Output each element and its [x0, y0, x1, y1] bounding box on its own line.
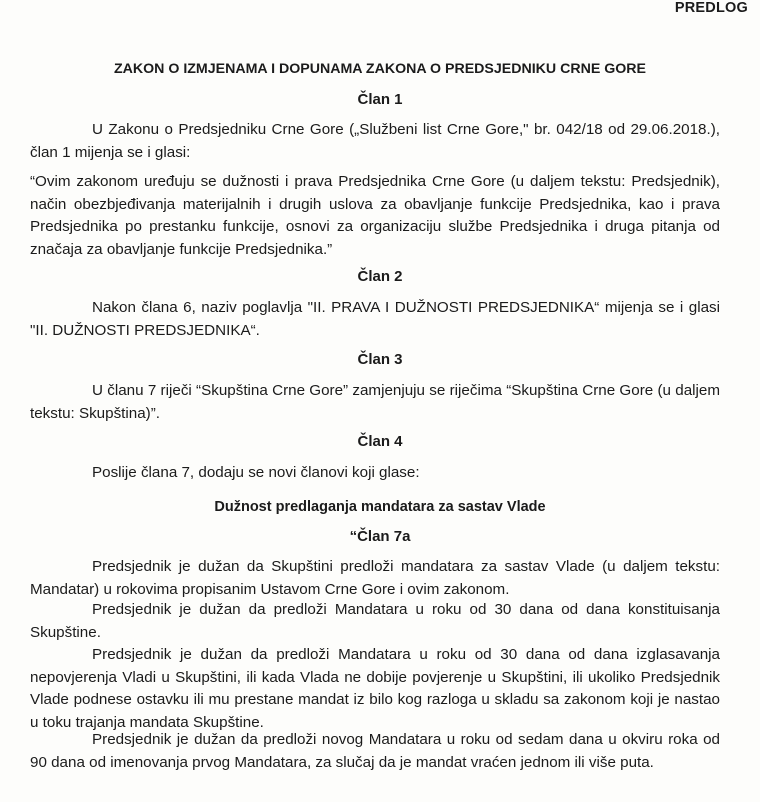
article-2-paragraph-1-text: Nakon člana 6, naziv poglavlja "II. PRAVA I DUŽNOSTI PREDSJEDNIKA“ mijenja se i glasi "II. DUŽNOSTI PREDSJEDNIKA“.: [30, 299, 720, 339]
article-7a-heading: “Član 7a: [349, 528, 411, 545]
article-3-paragraph-1: [30, 380, 720, 425]
article-4-paragraph-1: Poslije člana 7, dodaju se novi članovi koji glase:: [92, 464, 420, 481]
draft-label: PREDLOG: [674, 0, 748, 16]
article-7a-paragraph-1: [30, 556, 720, 601]
article-3-heading: Član 3: [357, 351, 403, 368]
article-2-paragraph-1: [30, 297, 720, 342]
article-7a-paragraph-4: [30, 729, 720, 774]
article-3-paragraph-1-text: U članu 7 riječi “Skupština Crne Gore” zamjenjuju se riječima “Skupština Crne Gore (u daljem tekstu: Skupština)”.: [30, 382, 720, 422]
article-1-heading: Član 1: [357, 91, 403, 108]
article-4-subheading: Dužnost predlaganja mandatara za sastav Vlade: [214, 499, 546, 515]
law-title: ZAKON O IZMJENAMA I DOPUNAMA ZAKONA O PREDSJEDNIKU CRNE GORE: [113, 61, 647, 77]
article-1-paragraph-2: “Ovim zakonom uređuju se dužnosti i prava Predsjednika Crne Gore (u daljem tekstu: Predsjednik), način obezbjeđivanja materijalnih i drugih uslova za obavljanje funkcije Predsjednika, kao i prava Predsjednika po prestanku funkcije, osnovi za organizaciju službe Predsjednika i druga pitanja od značaja za obavljanje funkcije Predsjednika.”: [30, 173, 720, 258]
article-4-heading: Član 4: [357, 433, 403, 450]
article-7a-paragraph-2-text: Predsjednik je dužan da predloži Mandatara u roku od 30 dana od dana konstituisanja Skupštine.: [30, 601, 720, 641]
article-7a-paragraph-2: [30, 599, 720, 644]
article-1-paragraph-1: [30, 119, 720, 164]
article-7a-paragraph-3-text: Predsjednik je dužan da predloži Mandatara u roku od 30 dana od dana izglasavanja nepovjerenja Vladi u Skupštini, ili kada Vlada ne dobije povjerenje u Skupštini, ili ukoliko Predsjednik Vlade podnese ostavku ili mu prestane mandat iz bilo kog razloga u skladu sa zakonom koji je nastao u toku trajanja mandata Skupštine.: [30, 646, 720, 731]
article-7a-paragraph-1-text: Predsjednik je dužan da Skupštini predloži mandatara za sastav Vlade (u daljem tekstu: Mandatar) u rokovima propisanim Ustavom Crne Gore i ovim zakonom.: [30, 558, 720, 598]
article-1-paragraph-1-text: U Zakonu o Predsjedniku Crne Gore („Službeni list Crne Gore," br. 042/18 od 29.06.2018.), član 1 mijenja se i glasi:: [30, 121, 720, 161]
article-7a-paragraph-3: [30, 644, 720, 734]
article-2-heading: Član 2: [357, 268, 403, 285]
article-7a-paragraph-4-text: Predsjednik je dužan da predloži novog Mandatara u roku od sedam dana u okviru roka od 90 dana od imenovanja prvog Mandatara, za slučaj da je mandat vraćen jednom ili više puta.: [30, 731, 720, 771]
